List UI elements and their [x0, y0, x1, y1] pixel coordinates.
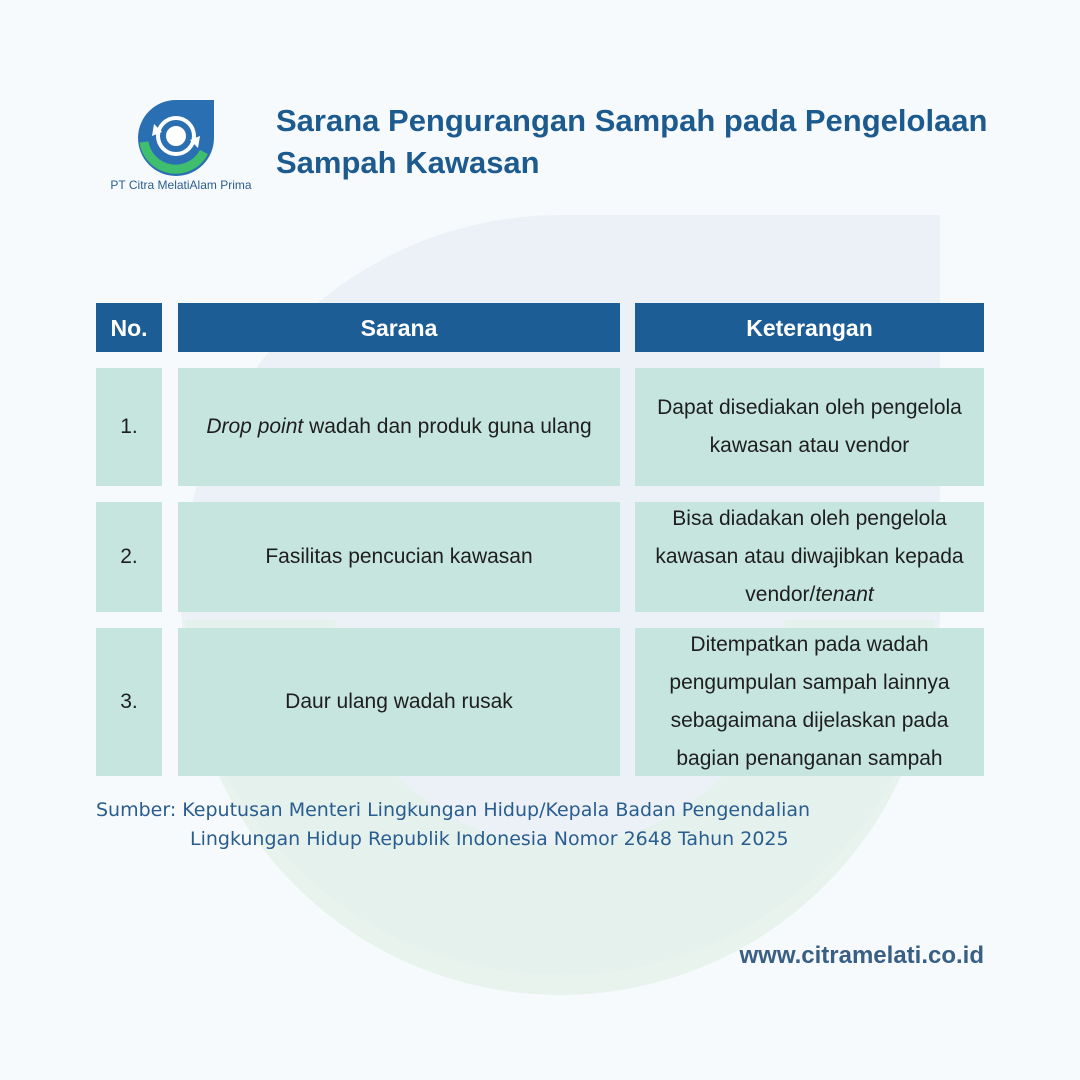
- company-logo: [96, 96, 266, 196]
- header-keterangan: Keterangan: [635, 303, 984, 352]
- row-2-keterangan: [635, 502, 984, 612]
- row-2-keterangan-text: Bisa diadakan oleh pengelola kawasan atau diwajibkan kepada vendor/: [655, 507, 964, 606]
- row-2-sarana: Fasilitas pencucian kawasan: [178, 502, 620, 612]
- row-1-no: 1.: [96, 368, 162, 486]
- row-2-no: 2.: [96, 502, 162, 612]
- source-citation: [96, 796, 996, 854]
- row-1-keterangan: [635, 368, 984, 486]
- source-line-2: Lingkungan Hidup Republik Indonesia Nomor 2648 Tahun 2025: [190, 828, 789, 850]
- row-3-keterangan: [635, 628, 984, 776]
- website-url: www.citramelati.co.id: [739, 942, 984, 969]
- row-1-sarana: [178, 368, 620, 486]
- recycle-arrows-logo-icon: [134, 96, 218, 176]
- header-sarana: Sarana: [178, 303, 620, 352]
- row-3-sarana: Daur ulang wadah rusak: [178, 628, 620, 776]
- row-3-keterangan-text: Ditempatkan pada wadah pengumpulan sampah lainnya sebagaimana dijelaskan pada bagian penanganan sampah: [669, 633, 950, 770]
- row-1-sarana-text: wadah dan produk guna ulang: [303, 415, 592, 438]
- row-1-keterangan-text: Dapat disediakan oleh pengelola kawasan atau vendor: [657, 396, 962, 457]
- source-line-1: Sumber: Keputusan Menteri Lingkungan Hidup/Kepala Badan Pengendalian: [96, 799, 811, 821]
- header-no: No.: [96, 303, 162, 352]
- row-1-sarana-italic: Drop point: [206, 415, 304, 438]
- row-3-no: 3.: [96, 628, 162, 776]
- page-title: Sarana Pengurangan Sampah pada Pengelolaan Sampah Kawasan: [276, 103, 988, 180]
- company-name: PT Citra MelatiAlam Prima: [110, 178, 252, 192]
- row-2-keterangan-italic: tenant: [815, 583, 874, 606]
